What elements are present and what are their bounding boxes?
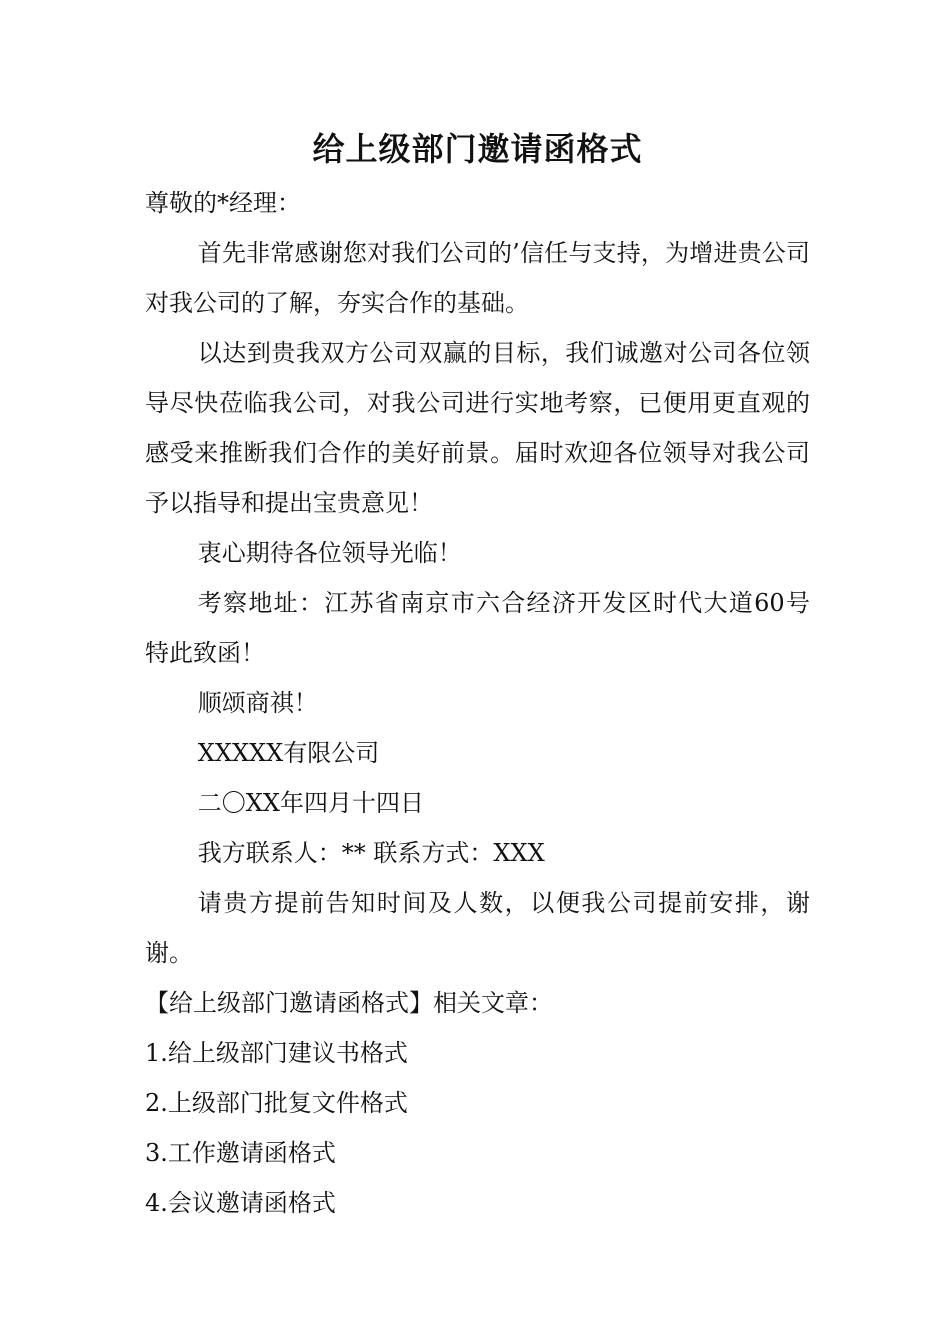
salutation: 尊敬的*经理：: [145, 189, 301, 217]
related-article-link[interactable]: 3.工作邀请函格式: [145, 1139, 336, 1167]
closing-greeting: 顺颂商祺！: [197, 689, 318, 717]
related-article-link[interactable]: 4.会议邀请函格式: [145, 1189, 336, 1217]
related-article-link[interactable]: 1.给上级部门建议书格式: [145, 1039, 408, 1067]
contact-info: 我方联系人：** 联系方式：XXX: [197, 839, 545, 867]
related-articles-list: [145, 1028, 810, 1228]
paragraph-looking-forward: 衷心期待各位领导光临！: [197, 539, 462, 567]
document-page: [145, 120, 810, 1228]
related-articles-heading: 【给上级部门邀请函格式】相关文章：: [145, 989, 553, 1017]
letter-date: 二〇XX年四月十四日: [197, 789, 424, 817]
document-title: 给上级部门邀请函格式: [312, 130, 643, 168]
paragraph-address: 考察地址：江苏省南京市六合经济开发区时代大道60号 特此致函！: [145, 589, 810, 667]
paragraph-invitation: 以达到贵我双方公司双赢的目标，我们诚邀对公司各位领导尽快莅临我公司，对我公司进行实地考察，已便用更直观的感受来推断我们合作的美好前景。届时欢迎各位领导对我公司予以指导和提出宝贵意见！: [145, 339, 810, 517]
related-article-link[interactable]: 2.上级部门批复文件格式: [145, 1089, 408, 1117]
paragraph-request: 请贵方提前告知时间及人数，以便我公司提前安排，谢谢。: [145, 889, 810, 967]
paragraph-thanks: 首先非常感谢您对我们公司的’信任与支持，为增进贵公司对我公司的了解，夯实合作的基础。: [145, 239, 810, 317]
company-name: XXXXX有限公司: [197, 739, 380, 767]
